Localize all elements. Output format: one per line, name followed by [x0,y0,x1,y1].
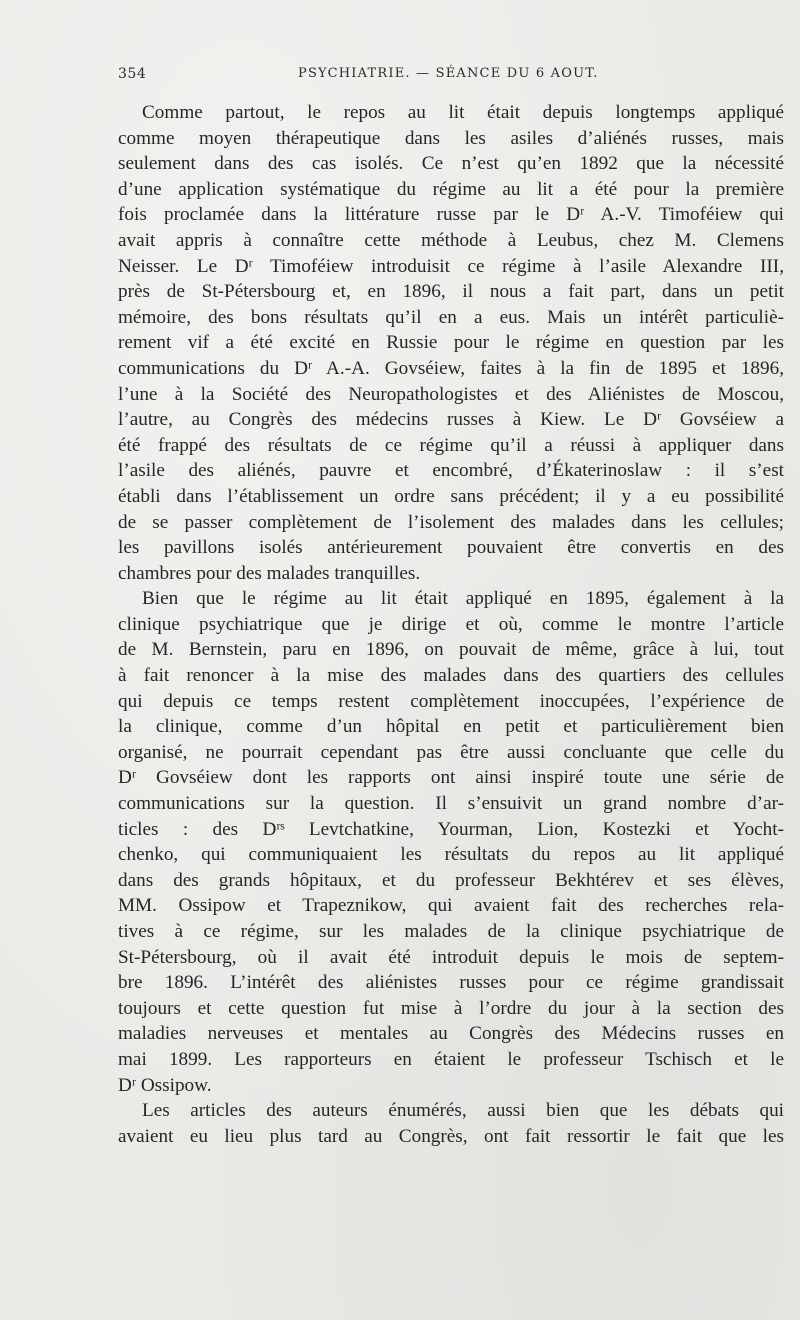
text-line: dans des grands hôpitaux, et du professeur Bekhtérev et ses élèves, [118,869,784,891]
text-line: mémoire, des bons résultats qu’il en a eus. Mais un intérêt particuliè- [118,306,784,328]
text-line: toujours et cette question fut mise à l’ordre du jour à la section des [118,997,784,1019]
running-head: PSYCHIATRIE. — SÉANCE DU 6 AOUT. [298,66,599,81]
text-line: l’une à la Société des Neuropathologistes et des Aliénistes de Moscou, [118,383,784,405]
page-header [118,64,784,88]
text-line: de M. Bernstein, paru en 1896, on pouvait de même, grâce à lui, tout [118,639,784,661]
text-line: bre 1896. L’intérêt des aliénistes russes pour ce régime grandissait [118,972,784,994]
text-line: clinique psychiatrique que je dirige et où, comme le montre l’article [118,613,784,635]
text-line: MM. Ossipow et Trapeznikow, qui avaient fait des recherches rela- [118,895,784,917]
text-line: été frappé des résultats de ce régime qu’il a réussi à appliquer dans [118,434,784,456]
text-line: Bien que le régime au lit était appliqué en 1895, également à la [142,588,784,610]
text-line: mai 1899. Les rapporteurs en étaient le professeur Tschisch et le [118,1048,784,1070]
paragraph [118,100,784,586]
text-line: avait appris à connaître cette méthode à Leubus, chez M. Clemens [118,229,784,251]
text-line: de se passer complètement de l’isolement des malades dans les cellules; [118,511,784,533]
text-line: ticles : des Dʳˢ Levtchatkine, Yourman, Lion, Kostezki et Yocht- [118,818,784,840]
text-line: rement vif a été excité en Russie pour le régime en question par les [118,332,784,354]
body-text [118,100,784,1149]
text-line: Dʳ Govséiew dont les rapports ont ainsi inspiré toute une série de [118,767,784,789]
text-line: à fait renoncer à la mise des malades dans des quartiers des cellules [118,665,784,687]
text-line: fois proclamée dans la littérature russe par le Dʳ A.-V. Timoféiew qui [118,204,784,226]
text-line: Les articles des auteurs énumérés, aussi bien que les débats qui [142,1100,784,1122]
text-line: l’autre, au Congrès des médecins russes à Kiew. Le Dʳ Govséiew a [118,409,784,431]
text-line: tives à ce régime, sur les malades de la clinique psychiatrique de [118,921,784,942]
text-line: établi dans l’établissement un ordre sans précédent; il y a eu possibilité [118,485,784,507]
text-line: maladies nerveuses et mentales au Congrès des Médecins russes en [118,1023,784,1045]
text-line: près de St-Pétersbourg et, en 1896, il nous a fait part, dans un petit [118,281,784,303]
text-line: l’asile des aliénés, pauvre et encombré, d’Ékaterinoslaw : il s’est [118,460,784,482]
text-line: chenko, qui communiquaient les résultats du repos au lit appliqué [118,844,784,866]
text-line: Dʳ Ossipow. [118,1074,212,1096]
text-line: communications du Dʳ A.-A. Govséiew, faites à la fin de 1895 et 1896, [118,357,784,379]
text-line: Neisser. Le Dʳ Timoféiew introduisit ce régime à l’asile Alexandre III, [118,255,784,277]
text-line: organisé, ne pourrait cependant pas être aussi concluante que celle du [118,741,784,763]
text-line: la clinique, comme d’un hôpital en petit et particulièrement bien [118,716,784,738]
text-line: qui depuis ce temps restent complètement inoccupées, l’expérience de [118,690,784,712]
text-line: avaient eu lieu plus tard au Congrès, ont fait ressortir le fait que les [118,1125,784,1147]
text-line: St-Pétersbourg, où il avait été introduit depuis le mois de septem- [118,946,784,968]
text-line: chambres pour des malades tranquilles. [118,562,421,584]
paragraph [118,1098,784,1149]
text-line: comme moyen thérapeutique dans les asiles d’aliénés russes, mais [118,127,784,149]
text-line: les pavillons isolés antérieurement pouvaient être convertis en des [118,537,784,559]
page-number: 354 [118,66,147,82]
text-line: Comme partout, le repos au lit était depuis longtemps appliqué [142,102,784,123]
text-line: seulement dans des cas isolés. Ce n’est qu’en 1892 que la nécessité [118,153,784,175]
text-line: d’une application systématique du régime au lit a été pour la première [118,178,784,200]
text-line: communications sur la question. Il s’ensuivit un grand nombre d’ar- [118,793,784,815]
paragraph [118,586,784,1098]
